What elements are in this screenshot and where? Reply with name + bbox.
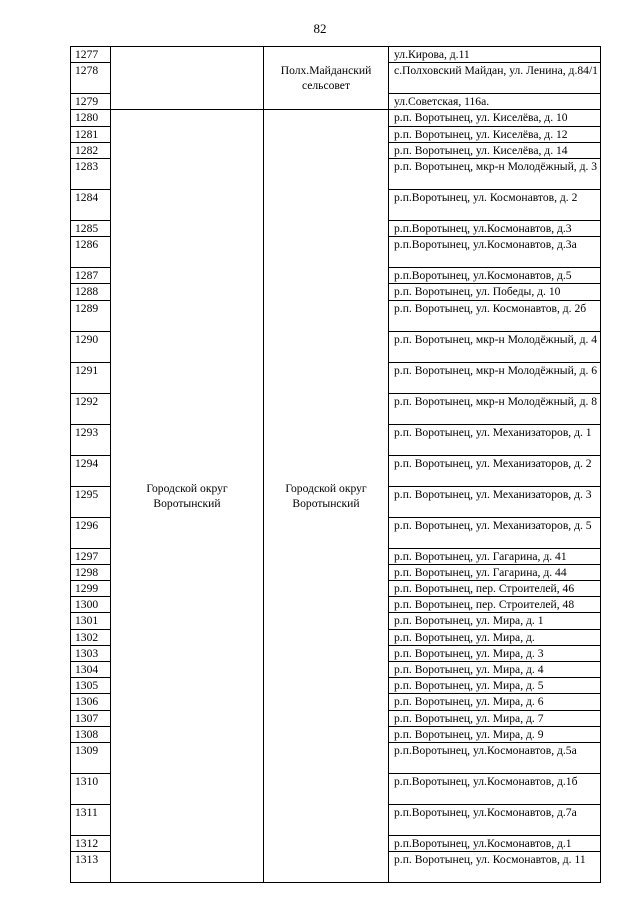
address-cell: р.п. Воротынец, ул. Мира, д.	[389, 629, 601, 645]
page-number: 82	[313, 21, 327, 36]
address-cell: р.п. Воротынец, ул. Гагарина, д. 41	[389, 548, 601, 564]
row-number: 1304	[71, 662, 111, 678]
address-cell: р.п.Воротынец, ул.Космонавтов, д.1	[389, 836, 601, 852]
address-cell: р.п.Воротынец, ул.Космонавтов, д.3	[389, 221, 601, 237]
row-number: 1282	[71, 142, 111, 158]
row-number: 1288	[71, 284, 111, 300]
row-number: 1295	[71, 486, 111, 517]
row-number: 1310	[71, 774, 111, 805]
row-number: 1297	[71, 548, 111, 564]
row-number: 1285	[71, 221, 111, 237]
subdivision-cell: Полх.Майданский сельсовет	[264, 47, 389, 110]
row-number: 1305	[71, 678, 111, 694]
address-cell: р.п. Воротынец, ул. Мира, д. 4	[389, 662, 601, 678]
row-number: 1309	[71, 743, 111, 774]
address-cell: р.п.Воротынец, ул.Космонавтов, д.3а	[389, 237, 601, 268]
address-cell: р.п. Воротынец, ул. Мира, д. 6	[389, 694, 601, 710]
address-cell: р.п. Воротынец, ул. Механизаторов, д. 1	[389, 424, 601, 455]
address-cell: р.п. Воротынец, ул. Киселёва, д. 10	[389, 110, 601, 126]
row-number: 1279	[71, 94, 111, 110]
address-cell: р.п.Воротынец, ул.Космонавтов, д.7а	[389, 805, 601, 836]
row-number: 1311	[71, 805, 111, 836]
row-number: 1287	[71, 268, 111, 284]
address-cell: р.п.Воротынец, ул. Космонавтов, д. 2	[389, 190, 601, 221]
address-cell: р.п. Воротынец, ул. Киселёва, д. 12	[389, 126, 601, 142]
row-number: 1278	[71, 63, 111, 94]
row-number: 1307	[71, 710, 111, 726]
subdivision-cell: Городской округ Воротынский	[264, 110, 389, 883]
row-number: 1283	[71, 159, 111, 190]
row-number: 1308	[71, 726, 111, 742]
row-number: 1284	[71, 190, 111, 221]
address-cell: р.п. Воротынец, мкр-н Молодёжный, д. 4	[389, 331, 601, 362]
address-cell: р.п. Воротынец, пер. Строителей, 48	[389, 597, 601, 613]
row-number: 1313	[71, 852, 111, 883]
row-number: 1291	[71, 362, 111, 393]
address-cell: с.Полховский Майдан, ул. Ленина, д.84/1	[389, 63, 601, 94]
address-cell: р.п. Воротынец, пер. Строителей, 46	[389, 581, 601, 597]
row-number: 1299	[71, 581, 111, 597]
row-number: 1286	[71, 237, 111, 268]
address-cell: р.п. Воротынец, ул. Гагарина, д. 44	[389, 564, 601, 580]
row-number: 1300	[71, 597, 111, 613]
address-cell: ул.Кирова, д.11	[389, 47, 601, 63]
address-cell: р.п. Воротынец, ул. Мира, д. 1	[389, 613, 601, 629]
address-cell: р.п.Воротынец, ул.Космонавтов, д.5	[389, 268, 601, 284]
address-cell: р.п. Воротынец, ул. Мира, д. 3	[389, 645, 601, 661]
address-cell: р.п.Воротынец, ул.Космонавтов, д.1б	[389, 774, 601, 805]
address-cell: р.п. Воротынец, ул. Киселёва, д. 14	[389, 142, 601, 158]
row-number: 1298	[71, 564, 111, 580]
row-number: 1296	[71, 517, 111, 548]
district-cell	[111, 47, 264, 110]
address-cell: р.п. Воротынец, ул. Мира, д. 7	[389, 710, 601, 726]
row-number: 1312	[71, 836, 111, 852]
row-number: 1306	[71, 694, 111, 710]
table-row	[71, 110, 601, 126]
row-number: 1290	[71, 331, 111, 362]
address-cell: р.п. Воротынец, ул. Победы, д. 10	[389, 284, 601, 300]
address-cell: р.п. Воротынец, ул. Механизаторов, д. 5	[389, 517, 601, 548]
row-number: 1294	[71, 455, 111, 486]
address-cell: р.п. Воротынец, ул. Космонавтов, д. 2б	[389, 300, 601, 331]
address-cell: р.п. Воротынец, ул. Механизаторов, д. 2	[389, 455, 601, 486]
row-number: 1280	[71, 110, 111, 126]
address-cell: р.п. Воротынец, ул. Космонавтов, д. 11	[389, 852, 601, 883]
address-cell: р.п. Воротынец, мкр-н Молодёжный, д. 3	[389, 159, 601, 190]
table-row	[71, 47, 601, 63]
row-number: 1281	[71, 126, 111, 142]
address-cell: р.п.Воротынец, ул.Космонавтов, д.5а	[389, 743, 601, 774]
row-number: 1289	[71, 300, 111, 331]
row-number: 1292	[71, 393, 111, 424]
row-number: 1301	[71, 613, 111, 629]
address-cell: р.п. Воротынец, ул. Мира, д. 9	[389, 726, 601, 742]
polling-stations-table	[70, 46, 601, 883]
address-cell: р.п. Воротынец, мкр-н Молодёжный, д. 6	[389, 362, 601, 393]
address-cell: р.п. Воротынец, ул. Мира, д. 5	[389, 678, 601, 694]
address-cell: ул.Советская, 116а.	[389, 94, 601, 110]
address-cell: р.п. Воротынец, ул. Механизаторов, д. 3	[389, 486, 601, 517]
row-number: 1302	[71, 629, 111, 645]
row-number: 1277	[71, 47, 111, 63]
row-number: 1293	[71, 424, 111, 455]
address-cell: р.п. Воротынец, мкр-н Молодёжный, д. 8	[389, 393, 601, 424]
row-number: 1303	[71, 645, 111, 661]
district-cell: Городской округ Воротынский	[111, 110, 264, 883]
